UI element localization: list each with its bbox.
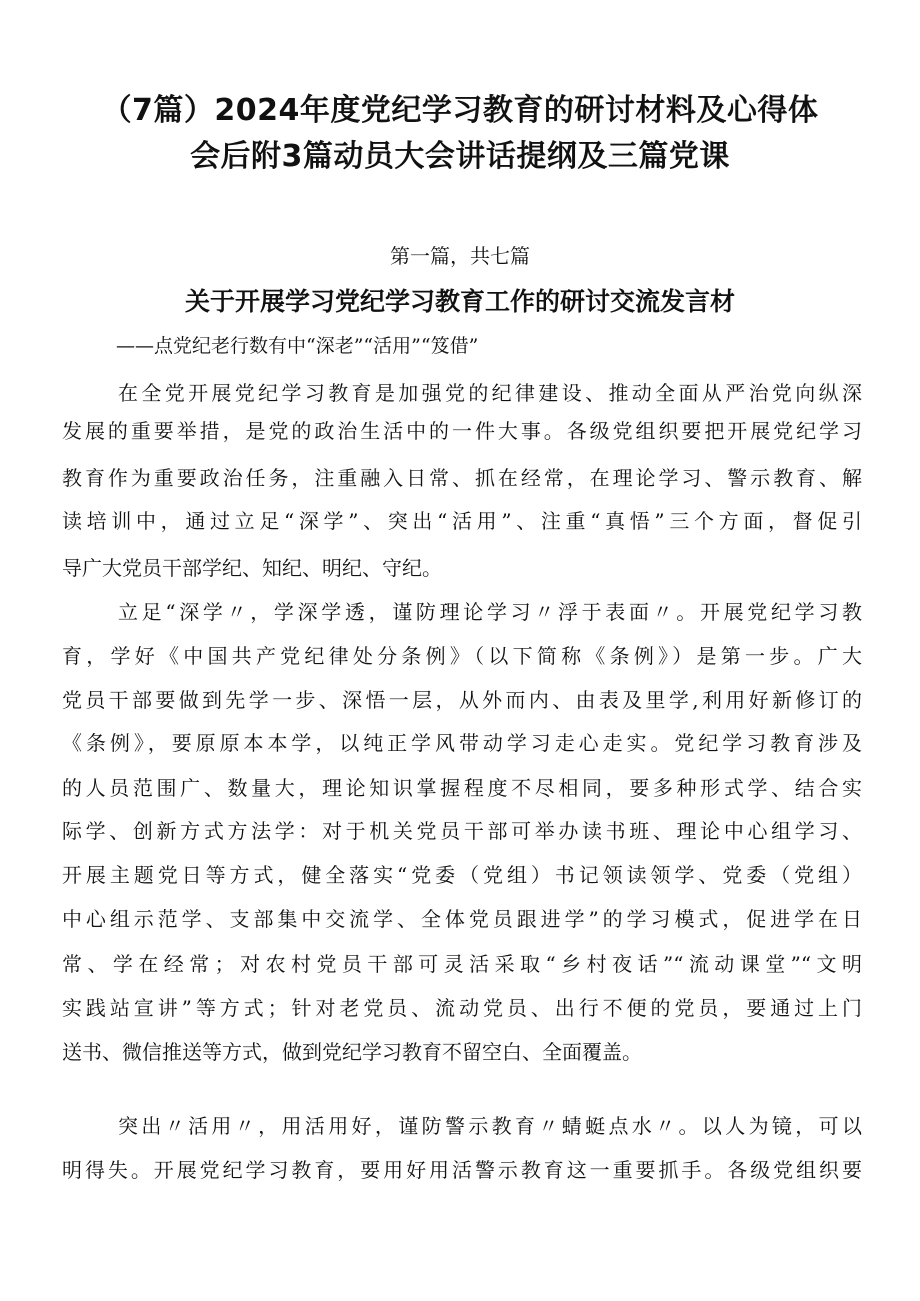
section-title: 关于开展学习党纪学习教育工作的研讨交流发言材 bbox=[184, 287, 735, 316]
document-title-line: （7篇）2024年度党纪学习教育的研讨材料及心得体 bbox=[101, 93, 819, 128]
paragraph-line: 教育作为重要政治任务，注重融入日常、抓在经常，在理论学习、警示教育、解 bbox=[62, 466, 862, 490]
document-title-line: 会后附3篇动员大会讲话提纲及三篇党课 bbox=[190, 139, 730, 174]
paragraph-line: 立足“深学〃，学深学透，谨防理论学习〃浮于表面〃。开展党纪学习教 bbox=[118, 600, 862, 624]
paragraph-line: 《条例》，要原原本本学，以纯正学风带动学习走心走实。党纪学习教育涉及 bbox=[62, 731, 862, 755]
paragraph-line: 在全党开展党纪学习教育是加强党的纪律建设、推动全面从严治党向纵深 bbox=[118, 381, 862, 405]
paragraph-line: 际学、创新方式方法学：对于机关党员干部可举办读书班、理论中心组学习、 bbox=[62, 819, 862, 843]
paragraph-line: 突出〃活用〃，用活用好，谨防警示教育〃蜻蜓点水〃。以人为镜，可以 bbox=[118, 1114, 862, 1138]
paragraph-line: 明得失。开展党纪学习教育，要用好用活警示教育这一重要抓手。各级党组织要 bbox=[62, 1158, 862, 1182]
paragraph-line: 的人员范围广、数量大，理论知识掌握程度不尽相同，要多种形式学、结合实 bbox=[62, 776, 862, 800]
paragraph-line: 读培训中，通过立足“深学”、突出“活用”、注重“真悟”三个方面，督促引 bbox=[62, 509, 862, 533]
paragraph-line: 送书、微信推送等方式，做到党纪学习教育不留空白、全面覆盖。 bbox=[62, 1040, 642, 1064]
paragraph-line: 发展的重要举措，是党的政治生活中的一件大事。各级党组织要把开展党纪学习 bbox=[62, 419, 862, 443]
section-subtitle: ——点党纪老行数有中“深老”“活用”“笈借” bbox=[116, 335, 479, 357]
part-label: 第一篇，共七篇 bbox=[390, 244, 530, 268]
paragraph-line: 党员干部要做到先学一步、深悟一层，从外而内、由表及里学,利用好新修订的 bbox=[62, 688, 862, 712]
paragraph-line: 育，学好《中国共产党纪律处分条例》（以下简称《条例》）是第一步。广大 bbox=[62, 644, 862, 668]
paragraph-line: 常、学在经常；对农村党员干部可灵活采取“乡村夜话”“流动课堂”“文明 bbox=[62, 952, 862, 976]
paragraph-line: 导广大党员干部学纪、知纪、明纪、守纪。 bbox=[62, 556, 442, 580]
paragraph-line: 实践站宣讲”等方式；针对老党员、流动党员、出行不便的党员，要通过上门 bbox=[62, 996, 862, 1020]
paragraph-line: 中心组示范学、支部集中交流学、全体党员跟进学”的学习模式，促进学在日 bbox=[62, 907, 862, 931]
paragraph-line: 开展主题党日等方式，健全落实“党委（党组）书记领读领学、党委（党组） bbox=[62, 863, 862, 887]
document-title bbox=[90, 88, 830, 180]
